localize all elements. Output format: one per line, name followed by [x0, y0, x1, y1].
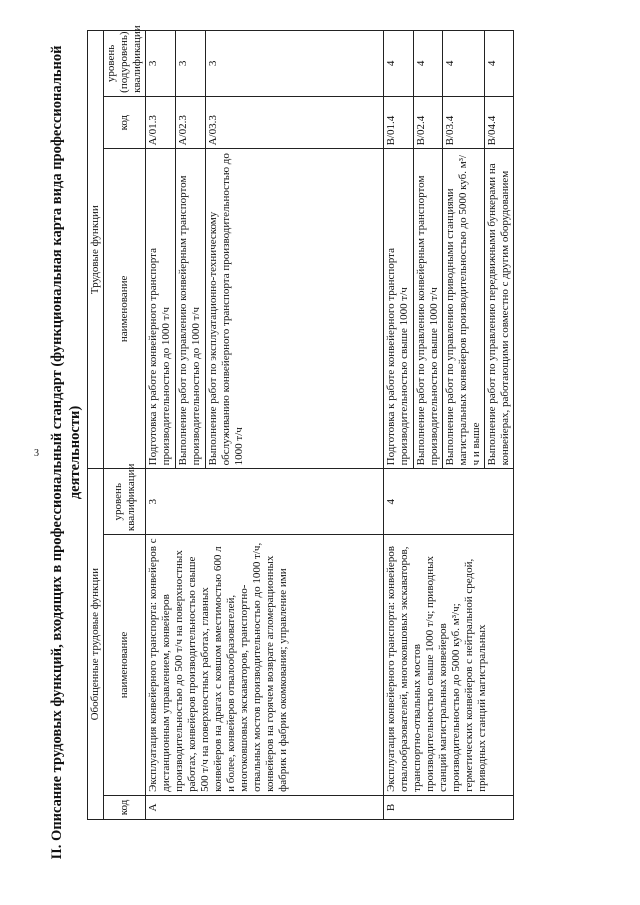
gf-name: Эксплуатация конвейерного транспорта: конвейеров отвалообразователей, многоковшовых экскаваторов, транспортно-отвальных мостов производительностью свыше 1000 т/ч; приводных станций магистральных конвейеров производительностью до 5000 куб. м³/ч; герметических конвейеров с нейтральной средой, приводных станций магистральных — [384, 535, 514, 796]
col-level-header: уровень квалификации — [104, 469, 146, 535]
tf-level: 3 — [146, 31, 176, 97]
tf-code: В/02.4 — [414, 96, 443, 149]
tf-name: Выполнение работ по управлению конвейерным транспортом производительностью до 1000 т/ч — [176, 149, 206, 469]
functional-map-table — [87, 25, 514, 820]
gf-level: 3 — [146, 469, 384, 535]
tf-code: А/01.3 — [146, 96, 176, 149]
tf-code: В/01.4 — [384, 96, 414, 149]
tf-level: 3 — [206, 31, 384, 97]
gf-level: 4 — [384, 469, 514, 535]
table-row — [146, 31, 176, 820]
gf-code: В — [384, 795, 514, 819]
tf-level: 4 — [485, 31, 514, 97]
tf-level: 3 — [176, 31, 206, 97]
tf-name: Подготовка к работе конвейерного транспорта производительностью свыше 1000 т/ч — [384, 149, 414, 469]
header-columns-row — [104, 31, 146, 820]
col-tf-code-header: код — [104, 96, 146, 149]
col-name-header: наименование — [104, 535, 146, 796]
gf-code: А — [146, 795, 384, 819]
tf-code: В/04.4 — [485, 96, 514, 149]
tf-code: А/03.3 — [206, 96, 384, 149]
gf-name: Эксплуатация конвейерного транспорта: конвейеров с дистанционным управлением, конвейеров производительностью до 500 т/ч на поверхностных работах, конвейеров производительностью свыше 500 т/ч на поверхностных работах, главных конвейеров на драгах с ковшом вместимостью 600 л и более, конвейеров отвалообразователей, многоковшовых экскаваторов, транспортно-отвальных мостов производительностью до 1000 т/ч, конвейеров на горячем возврате агломерационных фабрик и фабрик окомкования; управление ими — [146, 535, 384, 796]
col-tf-level-header: уровень (подуровень) квалификации — [104, 31, 146, 97]
tf-level: 4 — [384, 31, 414, 97]
section-heading: II. Описание трудовых функций, входящих в профессиональный стандарт (функциональная карта вида профессиональной деятельности) — [49, 45, 83, 860]
col-tf-name-header: наименование — [104, 149, 146, 469]
table-row — [384, 31, 414, 820]
tf-level: 4 — [414, 31, 443, 97]
labor-functions-header: Трудовые функции — [88, 31, 104, 469]
header-group-row — [88, 31, 104, 820]
generalized-functions-header: Обобщенные трудовые функции — [88, 469, 104, 820]
tf-code: А/02.3 — [176, 96, 206, 149]
tf-name: Выполнение работ по управлению передвижными бункерами на конвейерах, работающими совместно с другим оборудованием — [485, 149, 514, 469]
tf-level: 4 — [443, 31, 485, 97]
tf-name: Выполнение работ по управлению конвейерным транспортом производительностью свыше 1000 т/ч — [414, 149, 443, 469]
page-number: 3 — [34, 448, 39, 459]
tf-code: В/03.4 — [443, 96, 485, 149]
tf-name: Выполнение работ по управлению приводными станциями магистральных конвейеров производительностью до 5000 куб. м³/ч и выше — [443, 149, 485, 469]
col-code-header: код — [104, 795, 146, 819]
tf-name: Выполнение работ по эксплуатационно-техническому обслуживанию конвейерного транспорта производительностью до 1000 т/ч — [206, 149, 384, 469]
tf-name: Подготовка к работе конвейерного транспорта производительностью до 1000 т/ч — [146, 149, 176, 469]
